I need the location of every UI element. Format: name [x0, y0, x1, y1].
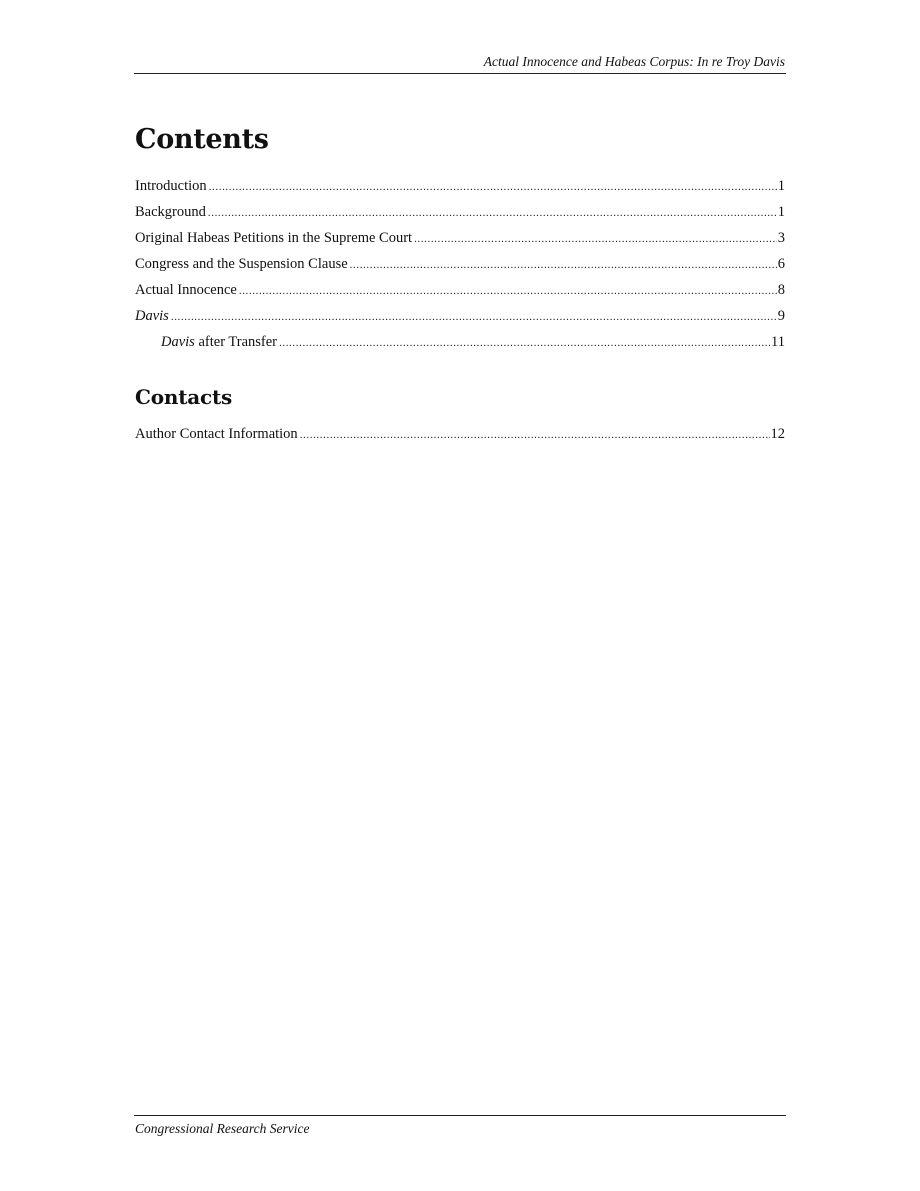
toc-page-number: 1: [777, 178, 785, 194]
toc-entry-label: Congress and the Suspension Clause: [135, 256, 348, 272]
page-footer: [134, 1115, 786, 1136]
contents-heading: Contents: [135, 124, 269, 155]
dot-leader: [300, 426, 770, 444]
dot-leader: [350, 256, 777, 274]
page-header: [134, 53, 786, 74]
toc-entry-label: Introduction: [135, 178, 207, 194]
toc-entry-background[interactable]: [135, 203, 785, 229]
contacts-heading: Contacts: [135, 385, 233, 409]
contents-list: [135, 177, 785, 357]
dot-leader: [171, 308, 777, 326]
toc-entry-label: Davis: [135, 308, 169, 324]
footer-organization: Congressional Research Service: [135, 1121, 310, 1136]
toc-entry-suspension-clause[interactable]: [135, 255, 785, 281]
toc-page-number: 11: [771, 334, 785, 350]
toc-entry-davis-after-transfer[interactable]: [135, 333, 785, 357]
dot-leader: [239, 282, 777, 300]
toc-entry-actual-innocence[interactable]: [135, 281, 785, 307]
toc-entry-label-italic: Davis: [161, 334, 195, 350]
toc-entry-author-contact-information[interactable]: [135, 425, 785, 451]
running-title: Actual Innocence and Habeas Corpus: In re Troy Davis: [483, 54, 785, 69]
toc-entry-introduction[interactable]: [135, 177, 785, 203]
contacts-list: [135, 425, 785, 451]
toc-entry-label: Original Habeas Petitions in the Supreme Court: [135, 230, 413, 246]
dot-leader: [279, 334, 770, 352]
toc-page-number: 8: [777, 282, 785, 298]
toc-entry-label: Actual Innocence: [135, 282, 237, 298]
toc-entry-davis[interactable]: [135, 307, 785, 333]
toc-entry-label: after Transfer: [194, 334, 277, 350]
dot-leader: [208, 204, 777, 222]
toc-page-number: 9: [777, 308, 785, 324]
toc-page-number: 1: [777, 204, 785, 220]
toc-page-number: 12: [770, 426, 785, 442]
toc-page-number: 3: [777, 230, 785, 246]
toc-page-number: 6: [777, 256, 785, 272]
dot-leader: [414, 230, 777, 248]
toc-entry-label: Background: [135, 204, 206, 220]
dot-leader: [209, 178, 777, 196]
toc-entry-original-habeas-petitions[interactable]: [135, 229, 785, 255]
toc-entry-label: Author Contact Information: [135, 426, 298, 442]
